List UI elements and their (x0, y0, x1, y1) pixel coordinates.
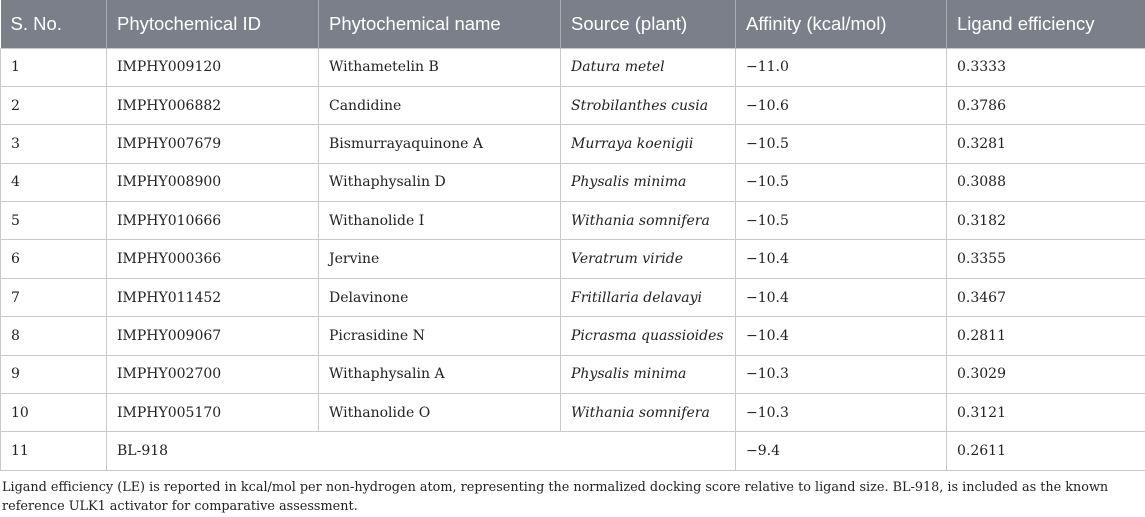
cell-source: Picrasma quassioides (561, 317, 736, 355)
cell-sno: 6 (1, 240, 107, 278)
cell-sno: 8 (1, 317, 107, 355)
cell-sno: 9 (1, 355, 107, 393)
header-phytochemical-id: Phytochemical ID (107, 0, 319, 48)
cell-sno: 10 (1, 394, 107, 432)
cell-name: Withanolide O (319, 394, 561, 432)
cell-affinity: −11.0 (736, 48, 947, 86)
table-row (1, 278, 1145, 316)
cell-name: Bismurrayaquinone A (319, 125, 561, 163)
cell-affinity: −10.3 (736, 394, 947, 432)
cell-affinity: −10.5 (736, 125, 947, 163)
header-ligand-efficiency: Ligand efficiency (947, 0, 1145, 48)
cell-name: Delavinone (319, 278, 561, 316)
cell-source: Datura metel (561, 48, 736, 86)
table-row (1, 394, 1145, 432)
cell-affinity: −9.4 (736, 432, 947, 470)
cell-le: 0.3281 (947, 125, 1145, 163)
header-phytochemical-name: Phytochemical name (319, 0, 561, 48)
cell-id: IMPHY006882 (107, 86, 319, 124)
table-row (1, 202, 1145, 240)
cell-source: Withania somnifera (561, 394, 736, 432)
cell-le: 0.2611 (947, 432, 1145, 470)
table-row (1, 317, 1145, 355)
cell-sno: 4 (1, 163, 107, 201)
cell-name: Picrasidine N (319, 317, 561, 355)
table-row (1, 48, 1145, 86)
table-row (1, 355, 1145, 393)
cell-name: Candidine (319, 86, 561, 124)
cell-name: Withanolide I (319, 202, 561, 240)
cell-le: 0.3029 (947, 355, 1145, 393)
cell-le: 0.3467 (947, 278, 1145, 316)
header-affinity: Affinity (kcal/mol) (736, 0, 947, 48)
cell-le: 0.3333 (947, 48, 1145, 86)
cell-source: Physalis minima (561, 163, 736, 201)
reference-row (1, 432, 1145, 470)
cell-source: Veratrum viride (561, 240, 736, 278)
cell-name: Withaphysalin A (319, 355, 561, 393)
cell-id: IMPHY009067 (107, 317, 319, 355)
cell-id: IMPHY000366 (107, 240, 319, 278)
header-source-plant: Source (plant) (561, 0, 736, 48)
header-sno: S. No. (1, 0, 107, 48)
cell-le: 0.3182 (947, 202, 1145, 240)
cell-name: Withametelin B (319, 48, 561, 86)
cell-le: 0.3088 (947, 163, 1145, 201)
table-row (1, 86, 1145, 124)
cell-sno: 7 (1, 278, 107, 316)
table-footnote: Ligand efficiency (LE) is reported in kcal/mol per non-hydrogen atom, representing the normalized docking score relative to ligand size. BL-918, is included as the known reference ULK1 activator for comparative assessment. (2, 480, 1109, 514)
cell-le: 0.3121 (947, 394, 1145, 432)
cell-le: 0.3786 (947, 86, 1145, 124)
cell-sno: 2 (1, 86, 107, 124)
cell-le: 0.3355 (947, 240, 1145, 278)
cell-affinity: −10.5 (736, 163, 947, 201)
cell-affinity: −10.4 (736, 240, 947, 278)
cell-source: Murraya koenigii (561, 125, 736, 163)
cell-le: 0.2811 (947, 317, 1145, 355)
cell-sno: 11 (1, 432, 107, 470)
cell-name: Withaphysalin D (319, 163, 561, 201)
cell-affinity: −10.4 (736, 278, 947, 316)
cell-source: Withania somnifera (561, 202, 736, 240)
cell-id: IMPHY010666 (107, 202, 319, 240)
cell-id: IMPHY008900 (107, 163, 319, 201)
cell-sno: 5 (1, 202, 107, 240)
cell-affinity: −10.6 (736, 86, 947, 124)
cell-id: IMPHY002700 (107, 355, 319, 393)
cell-sno: 1 (1, 48, 107, 86)
header-row (1, 0, 1145, 48)
cell-id: IMPHY007679 (107, 125, 319, 163)
cell-source: Physalis minima (561, 355, 736, 393)
cell-reference-id: BL-918 (107, 432, 736, 470)
table-row (1, 125, 1145, 163)
table-row (1, 163, 1145, 201)
cell-affinity: −10.3 (736, 355, 947, 393)
cell-source: Fritillaria delavayi (561, 278, 736, 316)
cell-name: Jervine (319, 240, 561, 278)
cell-id: IMPHY011452 (107, 278, 319, 316)
cell-source: Strobilanthes cusia (561, 86, 736, 124)
cell-affinity: −10.5 (736, 202, 947, 240)
cell-affinity: −10.4 (736, 317, 947, 355)
cell-sno: 3 (1, 125, 107, 163)
table-row (1, 240, 1145, 278)
cell-id: IMPHY009120 (107, 48, 319, 86)
cell-id: IMPHY005170 (107, 394, 319, 432)
